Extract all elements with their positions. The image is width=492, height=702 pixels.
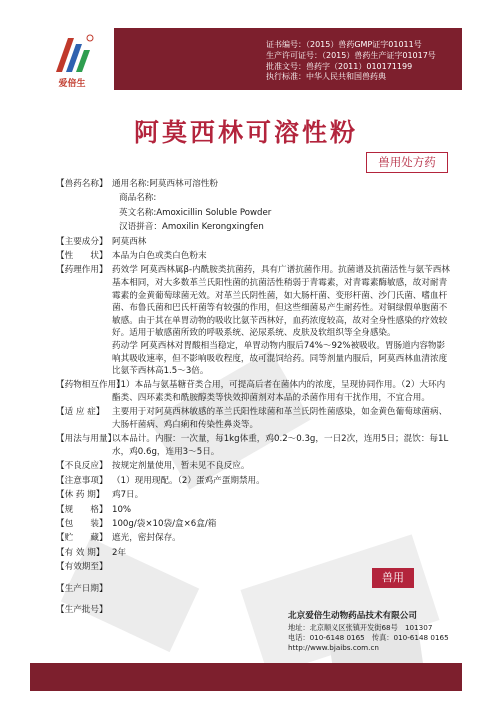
field-value xyxy=(112,475,452,488)
field-row xyxy=(56,532,452,545)
field-value xyxy=(112,406,452,431)
company-info xyxy=(288,611,449,653)
logo-mark-icon xyxy=(52,32,96,76)
field-line: 阿莫西林 xyxy=(112,236,147,247)
logo-name: 爱倍生 xyxy=(58,79,86,89)
field-label xyxy=(56,221,112,234)
field-value xyxy=(112,264,452,377)
field-line: 商品名称: xyxy=(119,193,157,204)
field-value xyxy=(112,207,452,220)
field-line: 100g/袋×10袋/盒×6盒/箱 xyxy=(112,519,217,529)
field-label: 【注意事项】 xyxy=(56,475,108,486)
field-line: 按规定剂量使用，暂未见不良反应。 xyxy=(112,461,250,472)
field-line: 药效学 阿莫西林属β-内酰胺类抗菌药，具有广谱抗菌作用。抗菌谱及抗菌活性与氨苄西林基本相同，对大多数革兰氏阳性菌的抗菌活性稍弱于青霉素，对青霉素酶敏感，故对耐青霉素的金黄葡萄球菌无效。对革兰氏阴性菌，如大肠杆菌、变形杆菌、沙门氏菌、嗜血杆菌、布鲁氏菌和巴氏杆菌等有较强的作用，但这些细菌易产生耐药性。对铜绿假单胞菌不敏感。由于其在单胃动物的吸收比氨苄西林好，血药浓度较高，故对全身性感染的疗效较好。适用于敏感菌所致的呼吸系统、泌尿系统、皮肤及软组织等全身感染。 xyxy=(112,265,450,339)
field-label: 【兽药名称】 xyxy=(56,179,108,189)
field-value xyxy=(112,460,452,473)
field-value xyxy=(112,192,452,205)
field-label: 【有效期至】 xyxy=(56,562,108,573)
logo xyxy=(30,28,114,90)
field-line: 本品为白色或类白色粉末 xyxy=(112,250,207,261)
field-row xyxy=(56,489,452,502)
field-label xyxy=(56,207,112,220)
field-row xyxy=(56,518,452,531)
header xyxy=(30,28,462,88)
field-value xyxy=(112,379,452,404)
field-row xyxy=(56,379,452,404)
product-title: 阿莫西林可溶性粉 xyxy=(133,118,358,147)
field-label: 【生产日期】 xyxy=(56,583,108,594)
company-phone: 电话：010-6148 0165 传真：010-6148 0165 xyxy=(288,633,449,642)
field-label: 【主要成分】 xyxy=(56,236,108,247)
field-value xyxy=(112,532,452,545)
field-row xyxy=(56,433,452,458)
field-line: 2年 xyxy=(112,547,127,558)
field-line: 10% xyxy=(112,504,132,515)
cert-line: 生产许可证号：（2015）兽药生产证字01017号 xyxy=(266,50,436,60)
field-label: 【药物相互作用】 xyxy=(56,380,125,391)
company-name: 北京爱倍生动物药品技术有限公司 xyxy=(288,611,417,621)
field-label: 【包 装】 xyxy=(56,519,108,529)
field-line: 主要用于对阿莫西林敏感的革兰氏阳性球菌和革兰氏阴性菌感染，如金黄色葡萄球菌病、大肠杆菌病、鸡白痢和传染性鼻炎等。 xyxy=(112,407,448,431)
field-value xyxy=(112,221,452,234)
field-value xyxy=(112,489,452,502)
field-line: （1）现用现配。（2）蛋鸡产蛋期禁用。 xyxy=(112,475,265,486)
field-label: 【药理作用】 xyxy=(56,265,108,276)
field-line: （1）本品与氨基糖苷类合用，可提高后者在菌体内的浓度，呈现协同作用。（2）大环内酯类、四环素类和酰胺醇类等快效抑菌剂对本品的杀菌作用有干扰作用，不宜合用。 xyxy=(112,380,446,404)
field-row xyxy=(56,192,452,205)
field-label: 【贮 藏】 xyxy=(56,533,108,544)
field-line: 英文名称:Amoxicillin Soluble Powder xyxy=(119,207,272,218)
field-value xyxy=(112,547,452,560)
field-label: 【规 格】 xyxy=(56,504,108,515)
field-value xyxy=(112,504,452,517)
field-line: 通用名称:阿莫西林可溶性粉 xyxy=(112,179,219,189)
vet-use-stamp: 兽用 xyxy=(372,568,414,588)
field-label: 【性 状】 xyxy=(56,250,108,261)
field-line: 鸡7日。 xyxy=(112,490,144,501)
cert-line: 批准文号：兽药字（2011）010171199 xyxy=(266,61,413,71)
field-row xyxy=(56,250,452,263)
field-row xyxy=(56,264,452,377)
field-label: 【不良反应】 xyxy=(56,461,108,472)
field-value xyxy=(112,178,452,191)
cert-line: 执行标准：中华人民共和国兽药典 xyxy=(266,72,386,82)
field-row xyxy=(56,178,452,191)
field-line: 药动学 阿莫西林对胃酸相当稳定，单胃动物内服后74%～92%被吸收。胃肠道内容物影响其吸收速率，但不影响吸收程度，故可混饲给药。同等剂量内服后，阿莫西林血清浓度比氨苄西林高1.5～3倍。 xyxy=(112,340,448,377)
field-line: 遮光，密封保存。 xyxy=(112,533,181,544)
field-value xyxy=(112,518,452,531)
field-label: 【生产批号】 xyxy=(56,605,108,616)
field-label: 【用法与用量】 xyxy=(56,434,117,445)
field-label: 【有 效 期】 xyxy=(56,547,105,558)
cert-lines xyxy=(266,40,436,83)
label-body xyxy=(56,178,452,626)
footer-band xyxy=(30,663,462,691)
field-value xyxy=(112,433,452,458)
field-row xyxy=(56,406,452,431)
cert-line: 证书编号：（2015）兽药GMP证字01011号 xyxy=(266,40,422,49)
company-address: 地址：北京顺义区张镇开发街68号 101307 xyxy=(288,623,433,632)
field-line: 以本品计。内服：一次量，每1kg体重，鸡0.2～0.3g，一日2次，连用5日；混饮：每1L水，鸡0.6g，连用3～5日。 xyxy=(112,434,449,458)
field-label: 【适 应 症】 xyxy=(56,407,105,418)
field-row xyxy=(56,221,452,234)
field-label: 【休 药 期】 xyxy=(56,490,105,501)
field-value xyxy=(112,250,452,263)
field-row xyxy=(56,460,452,473)
field-row xyxy=(56,475,452,488)
field-row xyxy=(56,236,452,249)
company-web: http://www.bjaibs.com.cn xyxy=(288,643,379,652)
rx-label: 兽用处方药 xyxy=(366,152,448,173)
field-row xyxy=(56,504,452,517)
field-row xyxy=(56,547,452,560)
field-row xyxy=(56,207,452,220)
field-label xyxy=(56,192,112,205)
field-value xyxy=(112,236,452,249)
field-line: 汉语拼音：Amoxilin Kerongxingfen xyxy=(119,222,264,233)
